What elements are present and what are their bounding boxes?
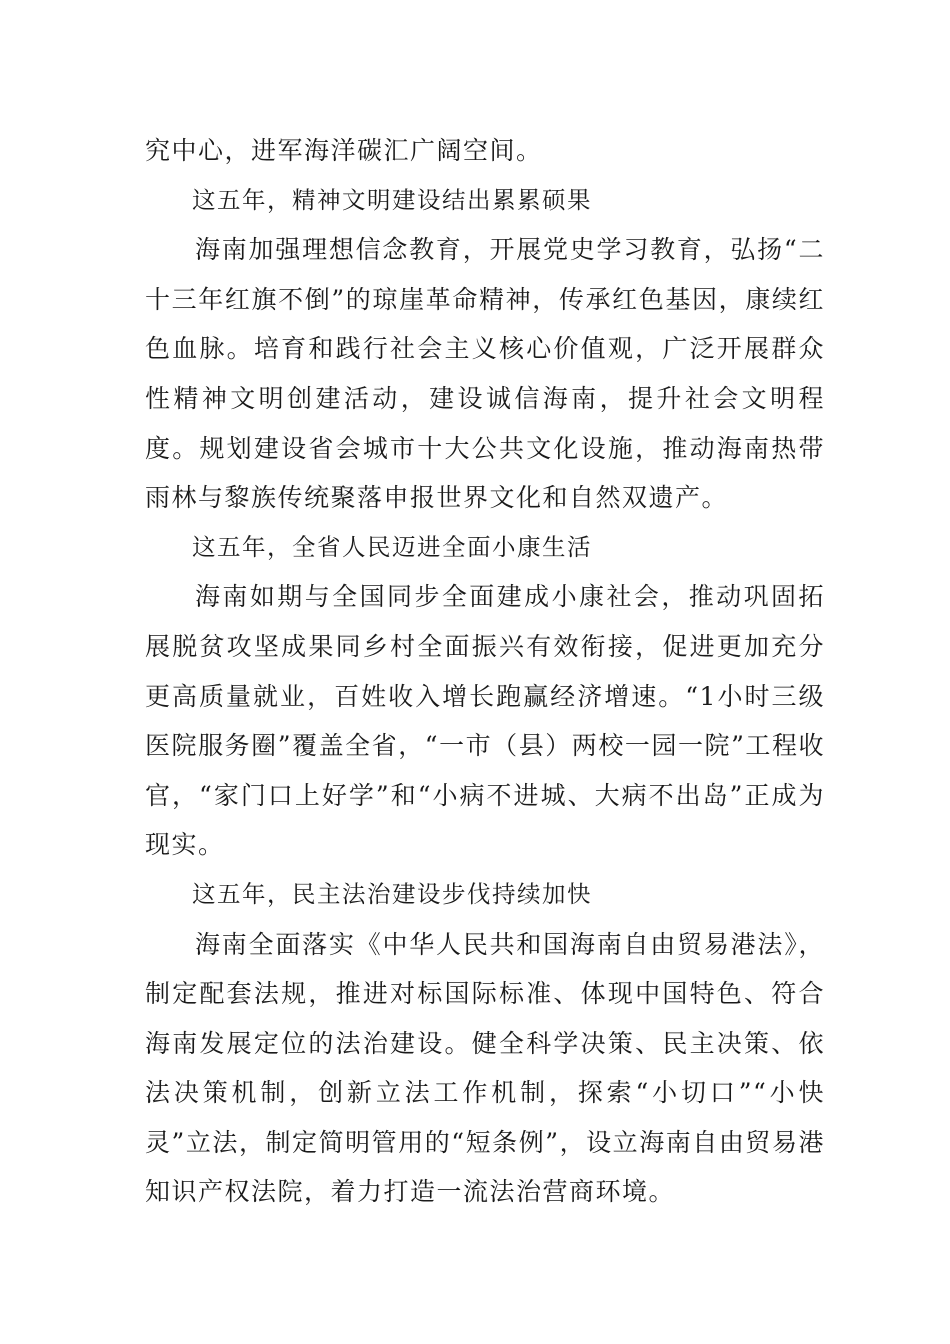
paragraph-moderately-prosperous-life: 海南如期与全国同步全面建成小康社会，推动巩固拓展脱贫攻坚成果同乡村全面振兴有效衔接，促进更加充分更高质量就业，百姓收入增长跑赢经济增速。“1小时三级医院服务圈”覆盖全省，“一市（县）两校一园一院”工程收官，“家门口上好学”和“小病不进城、大病不出岛”正成为现实。 [145,582,825,860]
section-heading-rule-of-law: 这五年，民主法治建设步伐持续加快 [192,879,592,908]
section-heading-moderately-prosperous-life: 这五年，全省人民迈进全面小康生活 [192,532,592,561]
section-heading-spiritual-civilization: 这五年，精神文明建设结出累累硕果 [192,185,592,214]
paragraph-continuation: 究中心，进军海洋碳汇广阔空间。 [145,136,543,165]
document-body [145,126,825,1217]
paragraph-rule-of-law: 海南全面落实《中华人民共和国海南自由贸易港法》，制定配套法规，推进对标国际标准、体现中国特色、符合海南发展定位的法治建设。健全科学决策、民主决策、依法决策机制，创新立法工作机制，探索“小切口”“小快灵”立法，制定简明管用的“短条例”，设立海南自由贸易港知识产权法院，着力打造一流法治营商环境。 [145,929,825,1207]
paragraph-spiritual-civilization: 海南加强理想信念教育，开展党史学习教育，弘扬“二十三年红旗不倒”的琼崖革命精神，传承红色基因，康续红色血脉。培育和践行社会主义核心价值观，广泛开展群众性精神文明创建活动，建设诚信海南，提升社会文明程度。规划建设省会城市十大公共文化设施，推动海南热带雨林与黎族传统聚落申报世界文化和自然双遗产。 [145,235,825,513]
